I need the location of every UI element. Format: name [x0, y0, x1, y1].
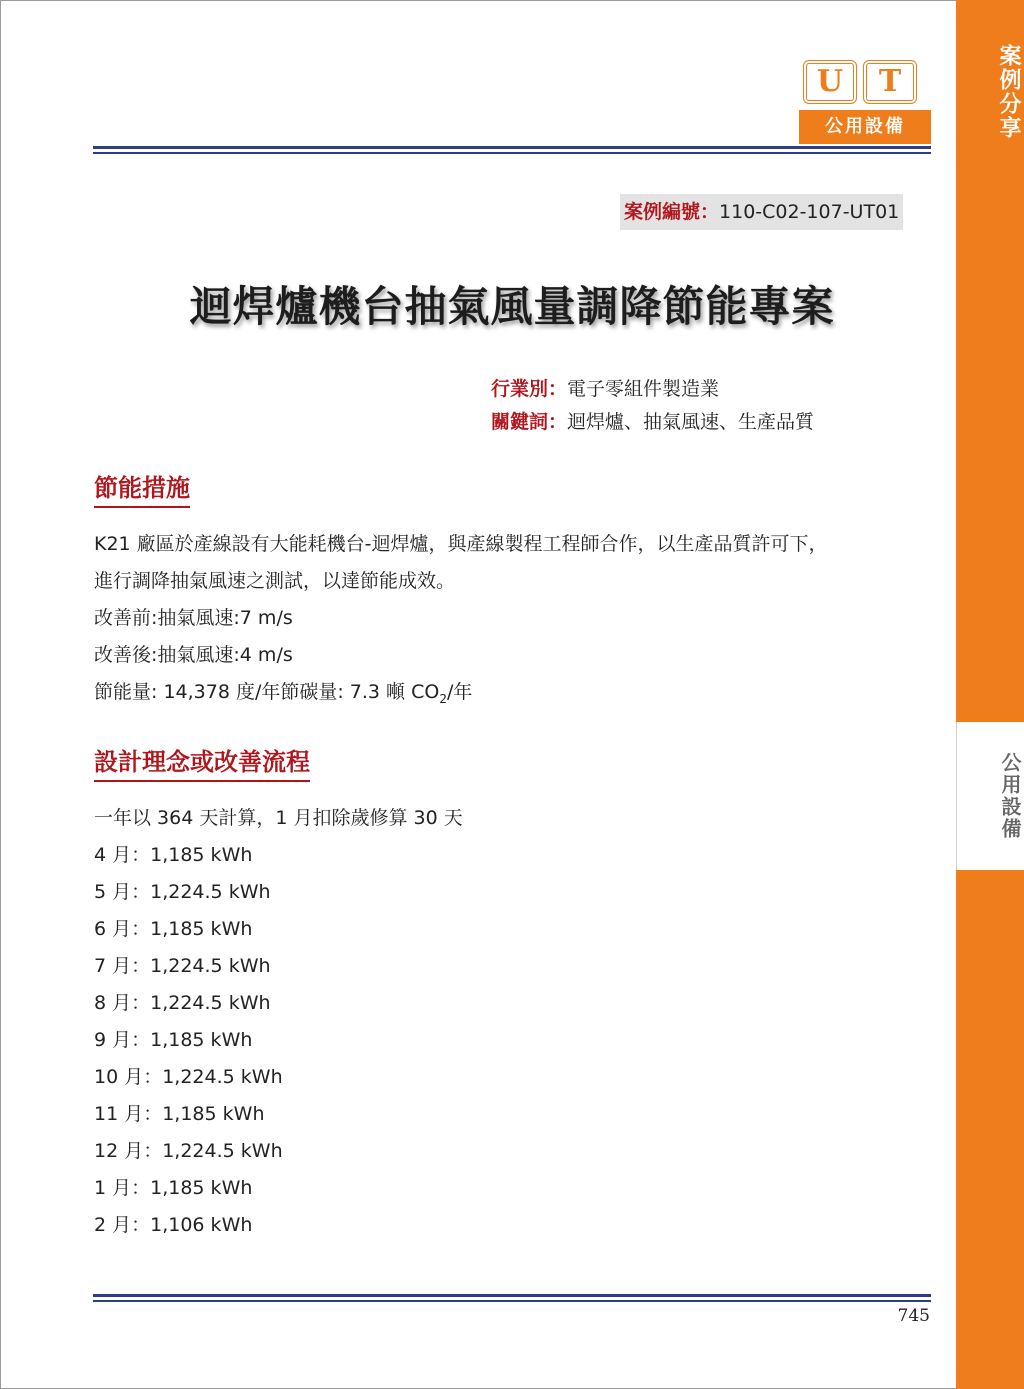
month-line: 10 月：1,224.5 kWh [94, 1066, 283, 1088]
measures-body [94, 526, 934, 718]
page-title: 迴焊爐機台抽氣風量調降節能專案 [189, 282, 835, 331]
body-line: K21 廠區於產線設有大能耗機台-迴焊爐，與產線製程工程師合作，以生產品質許可下， [94, 533, 828, 555]
savings-text: 節能量: 14,378 度/年節碳量: 7.3 噸 CO [94, 681, 440, 703]
keywords-value: 迴焊爐、抽氣風速、生產品質 [567, 411, 815, 433]
footer-rule [93, 1294, 931, 1302]
side-tab-label: 公用設備 [998, 752, 1022, 840]
logo-letter-u: U [803, 60, 857, 104]
body-line: 改善後:抽氣風速:4 m/s [94, 644, 293, 666]
ut-logo [799, 60, 931, 146]
industry-label: 行業別： [491, 378, 568, 400]
side-tab-utilities [956, 722, 1024, 870]
side-tab-case-share [956, 0, 1024, 722]
body-line: 改善前:抽氣風速:7 m/s [94, 607, 293, 629]
case-number-value: 110-C02-107-UT01 [719, 201, 900, 223]
logo-letter-t: T [863, 60, 917, 104]
page-number: 745 [897, 1306, 930, 1326]
case-number-label: 案例編號： [624, 201, 720, 223]
case-number [620, 194, 903, 230]
month-line: 9 月：1,185 kWh [94, 1029, 253, 1051]
month-line: 6 月：1,185 kWh [94, 918, 253, 940]
month-line: 7 月：1,224.5 kWh [94, 955, 271, 977]
month-line: 8 月：1,224.5 kWh [94, 992, 271, 1014]
keywords-line [491, 408, 814, 436]
header-rule [93, 146, 931, 154]
section-heading-process: 設計理念或改善流程 [94, 746, 310, 782]
month-line: 12 月：1,224.5 kWh [94, 1140, 283, 1162]
month-line: 11 月：1,185 kWh [94, 1103, 265, 1125]
section-heading-measures: 節能措施 [94, 472, 190, 508]
industry-line [491, 375, 719, 403]
body-line: 一年以 364 天計算，1 月扣除歲修算 30 天 [94, 807, 463, 829]
month-line: 4 月：1,185 kWh [94, 844, 253, 866]
keywords-label: 關鍵詞： [491, 411, 568, 433]
month-line: 1 月：1,185 kWh [94, 1177, 253, 1199]
month-line: 5 月：1,224.5 kWh [94, 881, 271, 903]
side-tab-filler [956, 870, 1024, 1389]
month-line: 2 月：1,106 kWh [94, 1214, 253, 1236]
process-body [94, 800, 934, 1244]
savings-line [94, 674, 934, 718]
side-tab-label: 案例分享 [996, 44, 1021, 140]
logo-band: 公用設備 [799, 110, 931, 144]
savings-unit: /年 [446, 681, 473, 703]
industry-value: 電子零組件製造業 [567, 378, 720, 400]
savings-subscript: 2 [439, 691, 447, 706]
body-line: 進行調降抽氣風速之測試，以達節能成效。 [94, 570, 456, 592]
